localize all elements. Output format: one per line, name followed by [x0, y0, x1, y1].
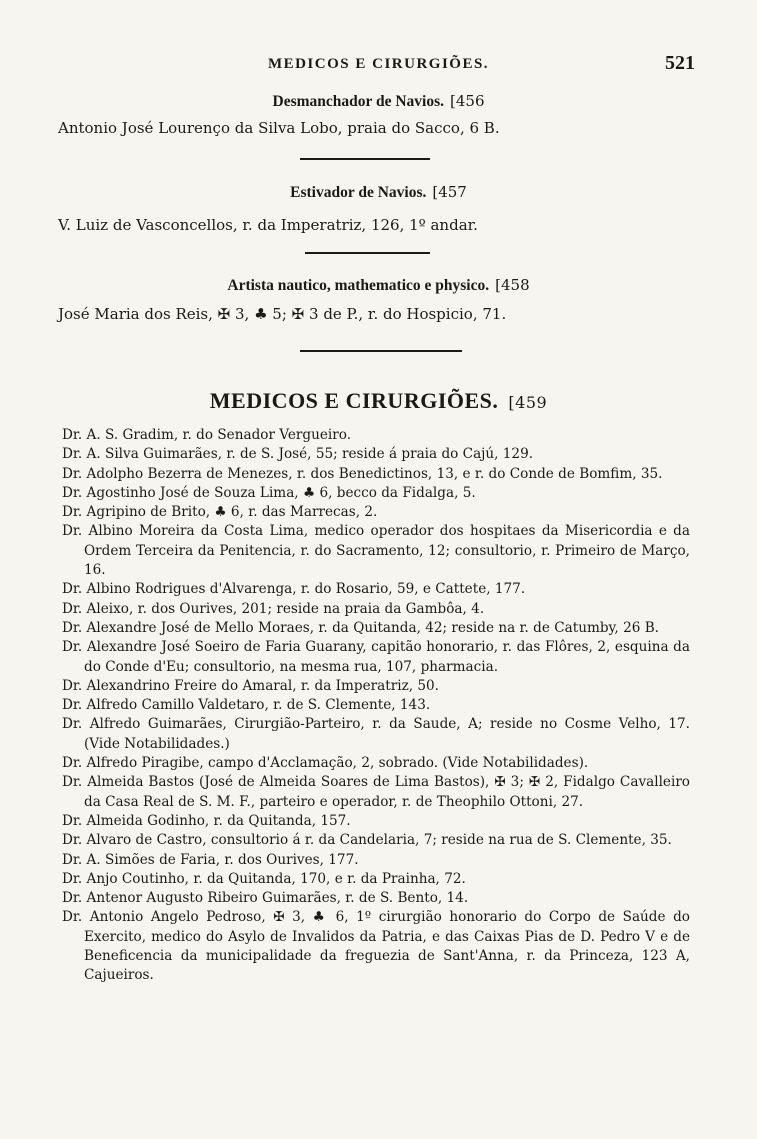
- section-heading: [0, 183, 757, 202]
- page-number: 521: [665, 52, 695, 74]
- list-item: Dr. Alexandrino Freire do Amaral, r. da Imperatriz, 50.: [62, 677, 439, 694]
- list-item: Dr. Albino Rodrigues d'Alvarenga, r. do Rosario, 59, e Cattete, 177.: [62, 581, 526, 598]
- list-item: Dr. Albino Moreira da Costa Lima, medico operador dos hospitaes da Misericordia e da Ordem Terceira da Penitencia, r. do Sacramento, 12; consultorio, r. Primeiro de Março, 16.: [62, 523, 690, 579]
- section-number: [456: [450, 92, 485, 110]
- list-item: Dr. Alexandre José de Mello Moraes, r. da Quitanda, 42; reside na r. de Catumby, 26 B.: [62, 619, 660, 636]
- section-heading: [0, 92, 757, 111]
- list-item: Dr. Antenor Augusto Ribeiro Guimarães, r. de S. Bento, 14.: [62, 890, 469, 907]
- main-section-number: [459: [508, 393, 548, 412]
- page-header: [0, 50, 757, 80]
- list-item: Dr. Antonio Angelo Pedroso, ✠ 3, ♣ 6, 1º cirurgião honorario do Corpo de Saúde do Exercito, medico do Asylo de Invalidos da Patria, e das Caixas Pias de D. Pedro V e de Beneficencia da municipalidade da freguezia de Sant'Anna, r. da Princeza, 123 A, Cajueiros.: [62, 909, 690, 984]
- main-section-heading: [0, 388, 757, 414]
- list-item: Dr. Alfredo Piragibe, campo d'Acclamação, 2, sobrado. (Vide Notabilidades).: [62, 755, 589, 772]
- section-title: Estivador de Navios.: [290, 184, 427, 201]
- section-number: [458: [495, 276, 530, 294]
- section-divider: [300, 158, 430, 160]
- list-item: Dr. Agripino de Brito, ♣ 6, r. das Marrecas, 2.: [62, 504, 378, 521]
- list-item: Dr. Alfredo Guimarães, Cirurgião-Parteiro, r. da Saude, A; reside no Cosme Velho, 17. (Vide Notabilidades.): [62, 716, 690, 752]
- list-item: Antonio José Lourenço da Silva Lobo, praia do Sacco, 6 B.: [58, 119, 500, 137]
- list-item: Dr. Alfredo Camillo Valdetaro, r. de S. Clemente, 143.: [62, 697, 431, 714]
- list-item: Dr. Alvaro de Castro, consultorio á r. da Candelaria, 7; reside na rua de S. Clemente, 35.: [62, 832, 672, 849]
- list-item: Dr. A. Silva Guimarães, r. de S. José, 55; reside á praia do Cajú, 129.: [62, 446, 534, 463]
- list-item: Dr. Agostinho José de Souza Lima, ♣ 6, becco da Fidalga, 5.: [62, 484, 476, 501]
- list-item: Dr. Adolpho Bezerra de Menezes, r. dos Benedictinos, 13, e r. do Conde de Bomfim, 35.: [62, 465, 663, 482]
- section-heading: [0, 276, 757, 295]
- section-title: Desmanchador de Navios.: [272, 93, 445, 110]
- running-title: MEDICOS E CIRURGIÕES.: [267, 56, 490, 72]
- section-number: [457: [432, 183, 467, 201]
- list-item: Dr. Anjo Coutinho, r. da Quitanda, 170, e r. da Prainha, 72.: [62, 870, 466, 887]
- list-item: Dr. A. S. Gradim, r. do Senador Vergueiro.: [62, 427, 352, 443]
- list-item: Dr. A. Simões de Faria, r. dos Ourives, 177.: [62, 851, 359, 868]
- physician-list: [62, 426, 690, 986]
- list-item: Dr. Alexandre José Soeiro de Faria Guarany, capitão honorario, r. das Flôres, 2, esquina da do Conde d'Eu; consultorio, na mesma rua, 107, pharmacia.: [62, 639, 690, 675]
- main-section-title: MEDICOS E CIRURGIÕES.: [209, 388, 499, 413]
- list-item: Dr. Almeida Bastos (José de Almeida Soares de Lima Bastos), ✠ 3; ✠ 2, Fidalgo Cavalleiro da Casa Real de S. M. F., parteiro e operador, r. de Theophilo Ottoni, 27.: [62, 774, 690, 810]
- section-divider: [305, 252, 430, 254]
- list-item: V. Luiz de Vasconcellos, r. da Imperatriz, 126, 1º andar.: [58, 216, 478, 234]
- list-item: José Maria dos Reis, ✠ 3, ♣ 5; ✠ 3 de P., r. do Hospicio, 71.: [58, 305, 507, 323]
- list-item: Dr. Aleixo, r. dos Ourives, 201; reside na praia da Gambôa, 4.: [62, 600, 485, 617]
- list-item: Dr. Almeida Godinho, r. da Quitanda, 157.: [62, 812, 351, 829]
- section-title: Artista nautico, mathematico e physico.: [227, 277, 490, 294]
- section-divider: [300, 350, 462, 352]
